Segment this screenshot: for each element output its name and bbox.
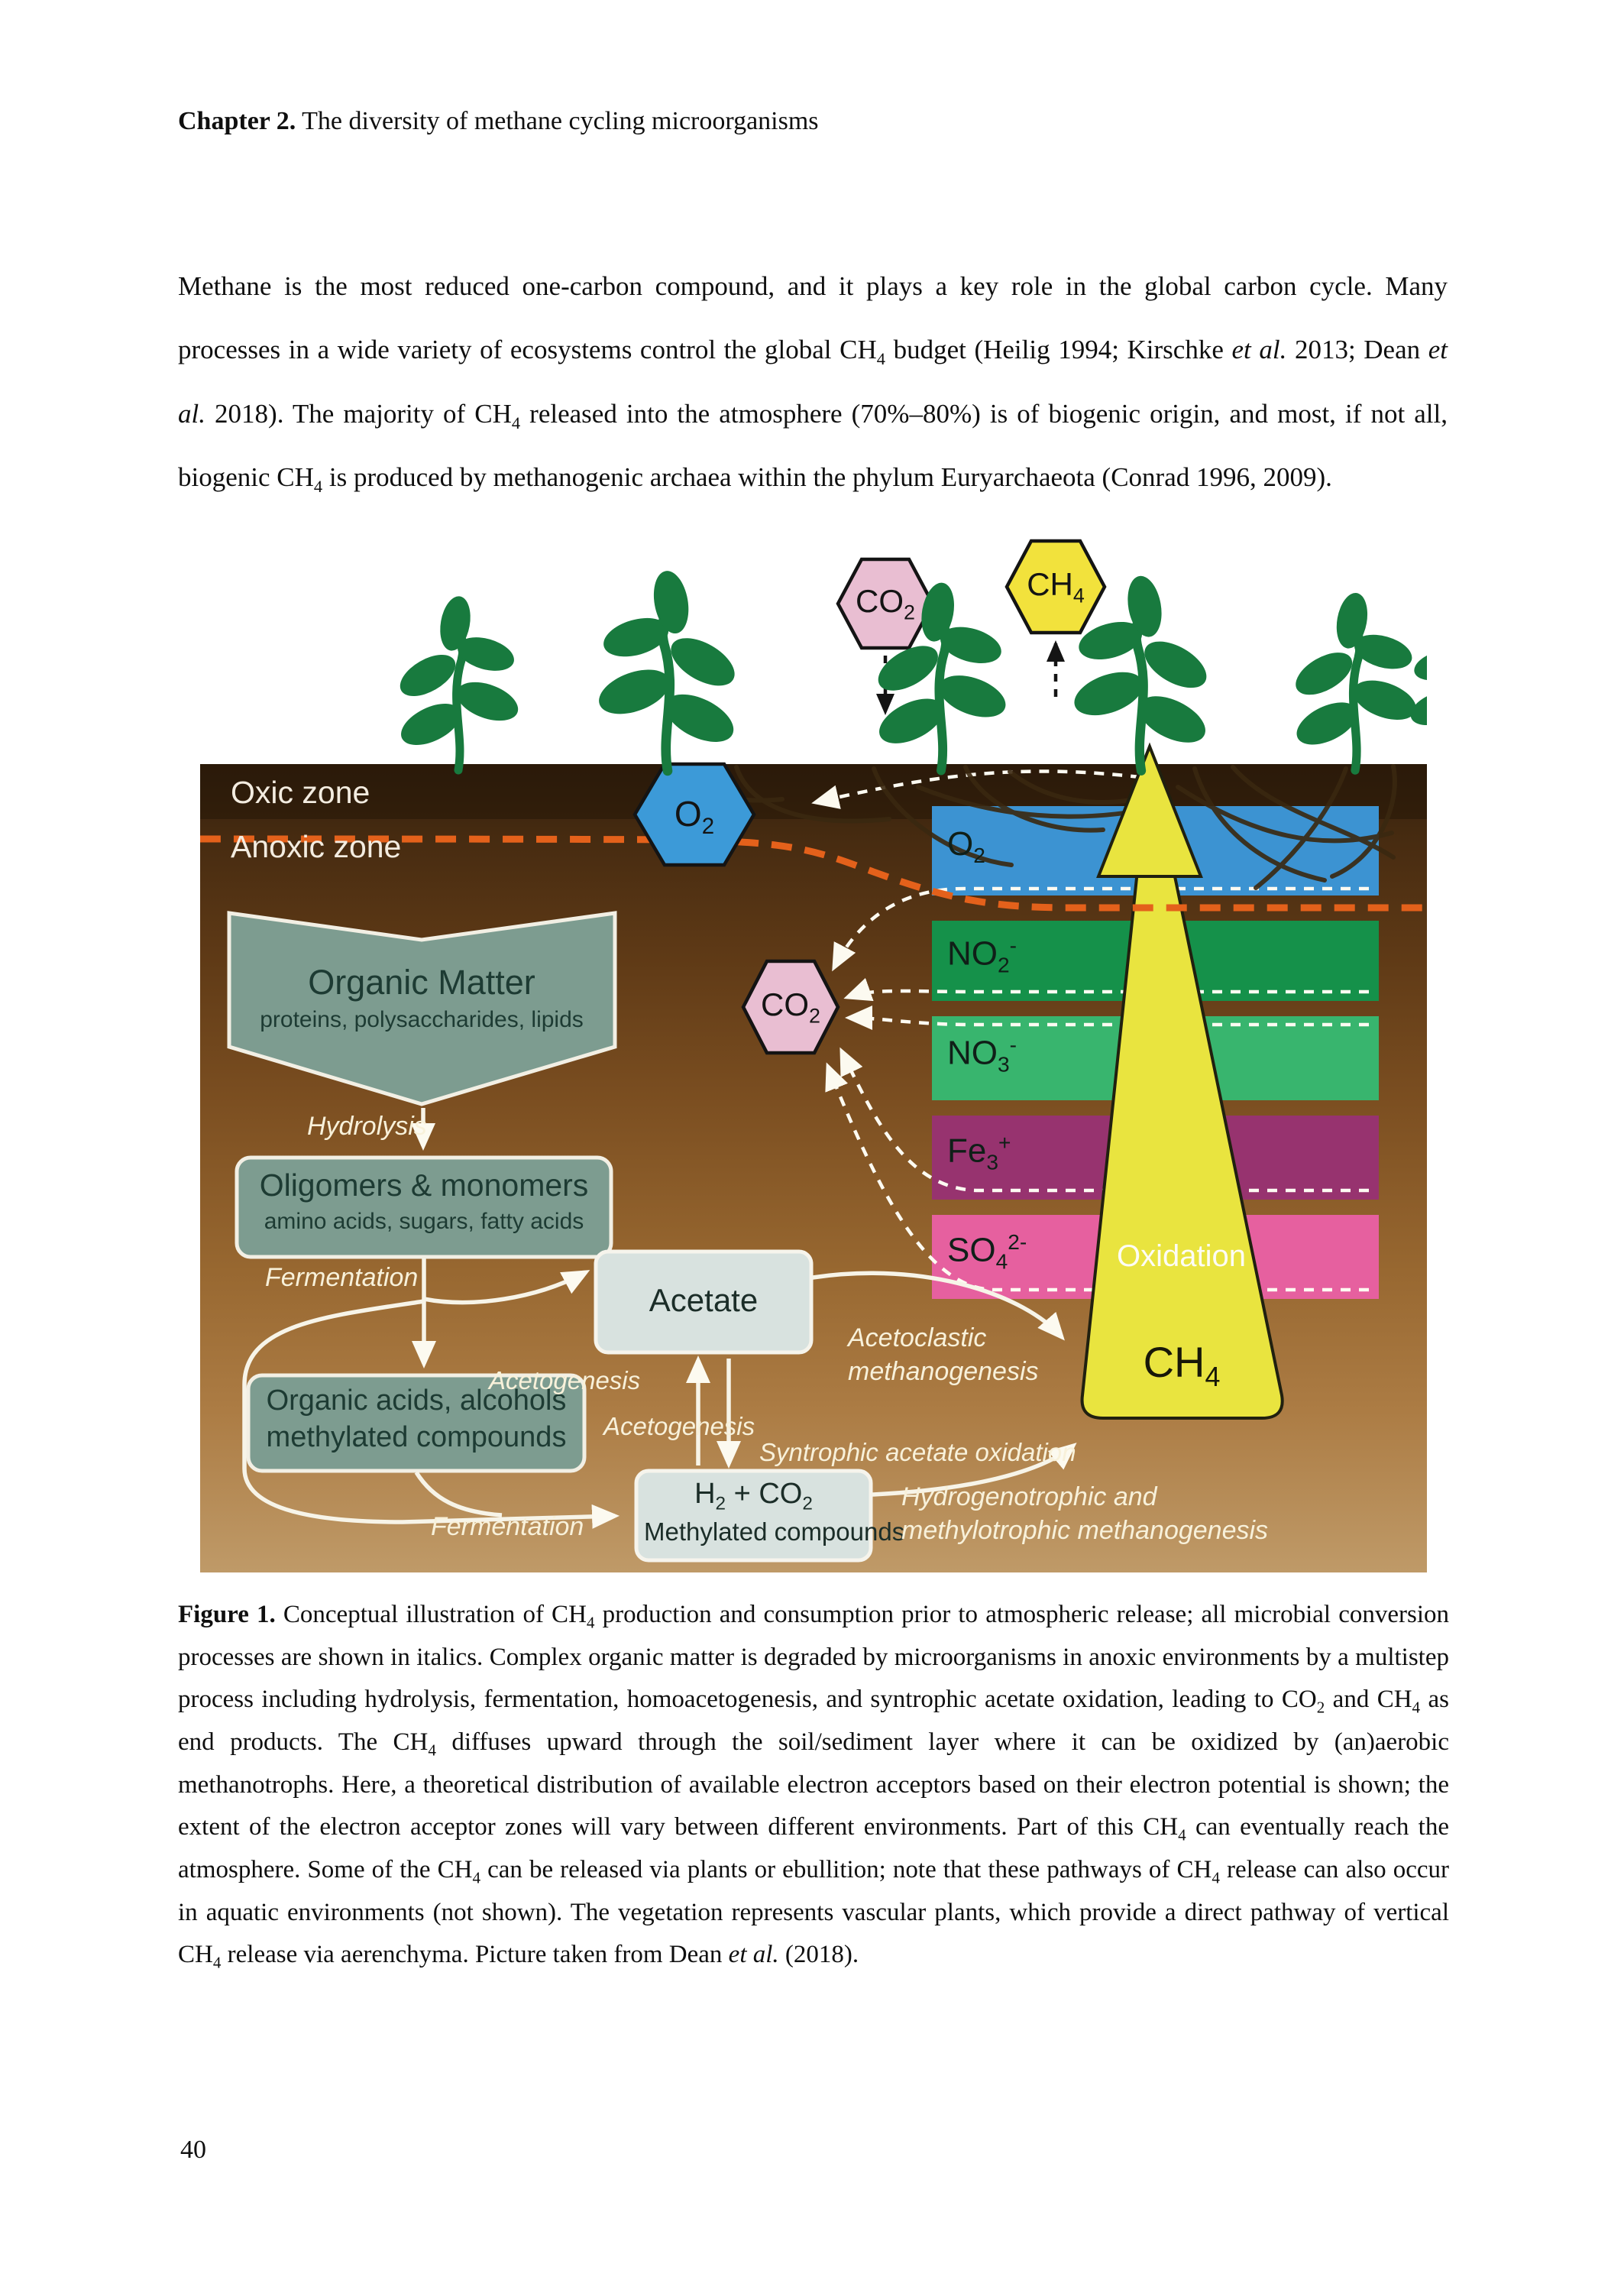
bar-o2-label: $O_2$ <box>947 825 985 867</box>
bar-fe-label: $Fe_3^+$ <box>947 1131 1011 1174</box>
oxidation-label: Oxidation <box>1117 1239 1246 1273</box>
acetoclastic-label-line1: Acetoclastic <box>848 1323 987 1352</box>
acetogenesis-label-2: Acetogenesis <box>603 1412 755 1440</box>
syntrophic-label: Syntrophic acetate oxidation <box>759 1438 1076 1466</box>
h2co2-line2: Methylated compounds <box>644 1517 905 1546</box>
figure-caption: Figure 1. Conceptual illustration of $CH_4$ production and consumption prior to atmospheric release; all microbial conversion processes are shown in italics. Complex organic matter is degraded by microorganisms in anoxic environments by a multistep process including hydrolysis, fermentation, homoacetogenesis, and syntrophic acetate oxidation, leading to $CO_2$ and $CH_4$ as end products. The $CH_4$ diffuses upward through the soil/sediment layer where it can be oxidized by (an)aerobic methanotrophs. Here, a theoretical distribution of available electron acceptors based on their electron potential is shown; the extent of the electron acceptor zones will vary between different environments. Part of this $CH_4$ can eventually reach the atmosphere. Some of the $CH_4$ can be released via plants or ebullition; note that these pathways of $CH_4$ release can also occur in aquatic environments (not shown). The vegetation represents vascular plants, which provide a direct pathway of vertical $CH_4$ release via aerenchyma. Picture taken from Dean et al. (2018). <box>178 1601 1450 1972</box>
hydrogenotrophic-label-line2: methylotrophic methanogenesis <box>901 1516 1269 1545</box>
acetogenesis-label-1: Acetogenesis <box>489 1366 641 1394</box>
figure-1-illustration <box>200 535 1427 1574</box>
page-number: 40 <box>180 2136 206 2164</box>
organic-matter-title: Organic Matter <box>308 963 535 1002</box>
o2-hexagon-label: $O_2$ <box>674 794 715 840</box>
fermentation-label-2: Fermentation <box>431 1512 584 1541</box>
organic-matter-subtitle: proteins, polysaccharides, lipids <box>260 1007 584 1032</box>
ch4-atmosphere-label: $CH_4$ <box>1027 566 1085 607</box>
bar-so4-label: $SO_4^{2-}$ <box>947 1230 1027 1274</box>
bar-no3-label: $NO_3^-$ <box>947 1033 1017 1077</box>
chapter-heading: Chapter 2. The diversity of methane cycling microorganisms <box>178 107 819 135</box>
organic-acids-line2: methylated compounds <box>266 1421 567 1453</box>
h2co2-line1: $H_2 + CO_2$ <box>694 1478 813 1514</box>
figure-graphics <box>200 535 1427 1574</box>
acetoclastic-label-line2: methanogenesis <box>848 1357 1039 1386</box>
acetate-label: Acetate <box>649 1282 759 1318</box>
anoxic-zone-label: Anoxic zone <box>231 829 402 864</box>
ch4-cone-label: $CH_4$ <box>1143 1338 1221 1393</box>
co2-soil-label: $CO_2$ <box>761 986 820 1028</box>
oxic-zone-label: Oxic zone <box>231 775 370 810</box>
hydrogenotrophic-label-line1: Hydrogenotrophic and <box>901 1482 1157 1511</box>
bar-no2-label: $NO_2^-$ <box>947 934 1017 977</box>
organic-acids-line1: Organic acids, alcohols <box>266 1385 567 1417</box>
co2-atmosphere-label: $CO_2$ <box>856 583 915 624</box>
oligomers-subtitle: amino acids, sugars, fatty acids <box>264 1209 584 1234</box>
body-paragraph: Methane is the most reduced one-carbon compound, and it plays a key role in the global carbon cycle. Many processes in a wide variety of ecosystems control the global $CH_4$ budget (Heilig 1994; Kirschke et al. 2013; Dean et al. 2018). The majority of $CH_4$ released into the atmosphere (70%–80%) is of biogenic origin, and most, if not all, biogenic $CH_4$ is produced by methanogenic archaea within the phylum Euryarchaeota (Conrad 1996, 2009). <box>178 271 1448 496</box>
fermentation-label-1: Fermentation <box>265 1263 419 1292</box>
oligomers-title: Oligomers & monomers <box>259 1168 589 1203</box>
hydrolysis-label: Hydrolysis <box>307 1112 427 1141</box>
